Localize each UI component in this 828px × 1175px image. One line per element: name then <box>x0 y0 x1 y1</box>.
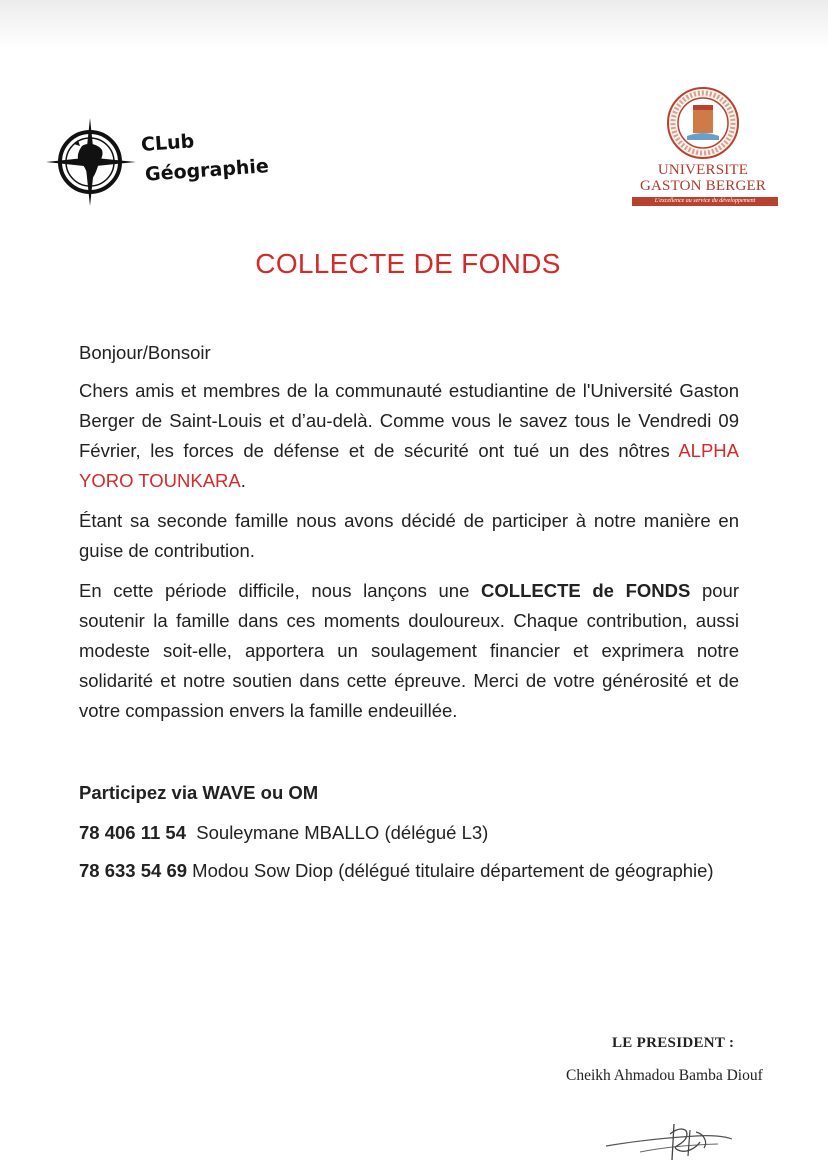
greeting: Bonjour/Bonsoir <box>79 342 211 363</box>
paragraph-3-end: pour soutenir la famille dans ces moments douloureux. Chaque contribution, aussi modeste soit-elle, apportera un soulagement financier et exprimera notre solidarité et notre soutien dans cette épreuve. Merci de votre générosité et de votre compassion envers la famille endeuillée. <box>79 580 739 721</box>
contact-name: Souleymane MBALLO (délégué L3) <box>196 822 489 843</box>
university-seal-icon <box>666 86 740 160</box>
page-title: COLLECTE DE FONDS <box>255 248 561 279</box>
contact-name: Modou Sow Diop (délégué titulaire département de géographie) <box>192 860 714 881</box>
contact-phone: 78 406 11 54 <box>79 822 186 843</box>
club-geographie-logo <box>44 116 274 212</box>
contact-line <box>79 856 739 886</box>
club-name-line2: Géographie <box>144 155 270 186</box>
paragraph-1-text: Chers amis et membres de la communauté estudiantine de l'Université Gaston Berger de Saint-Louis et d’au-delà. Comme vous le savez tous le Vendredi 09 Février, les forces de défense et de sécurité ont tué un des nôtres <box>79 380 739 461</box>
president-label: LE PRESIDENT : <box>612 1035 735 1051</box>
ugb-logo <box>628 86 778 210</box>
contact-line <box>79 818 739 848</box>
paragraph-2: Étant sa seconde famille nous avons décidé de participer à notre manière en guise de contribution. <box>79 510 739 561</box>
paragraph-3-start: En cette période difficile, nous lançons une <box>79 580 482 601</box>
university-name <box>628 162 778 194</box>
university-tagline: L'excellence au service du développement <box>632 197 778 206</box>
president-name: Cheikh Ahmadou Bamba Diouf <box>566 1067 763 1084</box>
handwritten-signature <box>600 1112 740 1168</box>
paragraph-3 <box>79 576 739 726</box>
university-name-line1: UNIVERSITE <box>657 162 749 178</box>
letter-body <box>79 338 739 894</box>
paragraph-1-end: . <box>240 470 246 491</box>
payment-title: Participez via WAVE ou OM <box>79 782 319 803</box>
club-name <box>140 121 270 190</box>
victim-name: ALPHA YORO TOUNKARA <box>79 440 739 491</box>
paragraph-1 <box>79 376 739 496</box>
fundraiser-label: COLLECTE de FONDS <box>481 580 691 601</box>
club-name-line1: CLub <box>140 130 195 156</box>
page-top-shadow <box>0 0 828 48</box>
compass-globe-icon <box>44 116 140 212</box>
university-name-line2: GASTON BERGER <box>639 178 767 194</box>
contact-phone: 78 633 54 69 <box>79 860 188 881</box>
